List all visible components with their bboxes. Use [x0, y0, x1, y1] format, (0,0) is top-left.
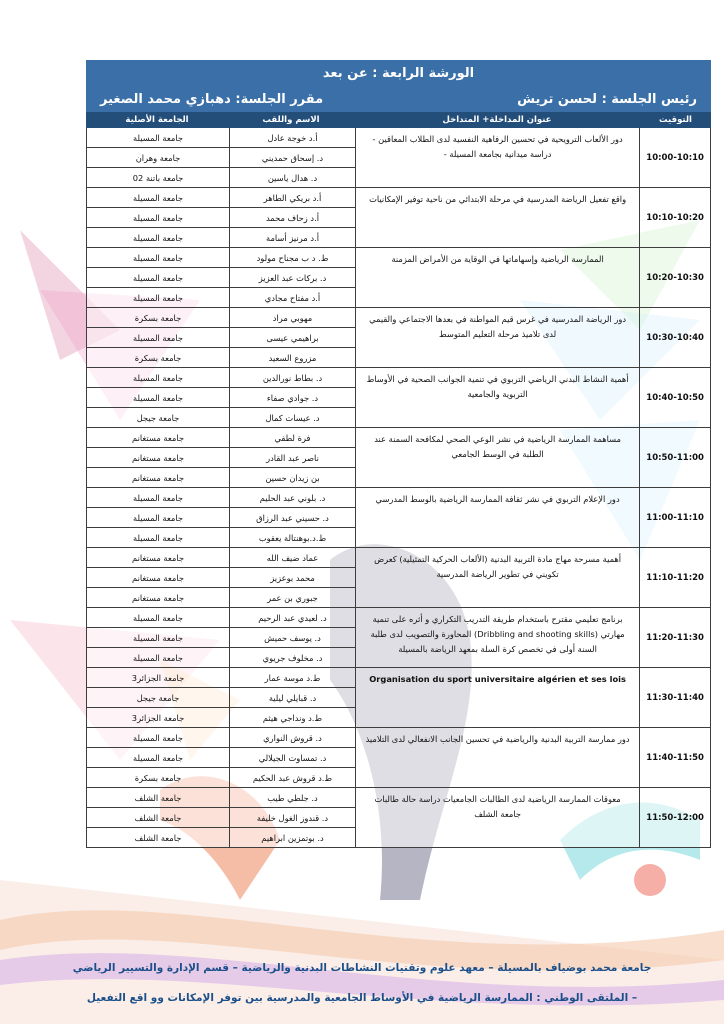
session-title: Organisation du sport universitaire algérien et ses lois — [355, 668, 639, 727]
speaker-name: ناصر عبد القادر — [229, 448, 355, 467]
schedule-row — [87, 428, 710, 488]
speaker-row — [87, 828, 355, 847]
speaker-university: جامعة مستغانم — [132, 552, 184, 563]
speaker-row — [87, 468, 355, 487]
speaker-name: فرة لطفي — [229, 428, 355, 447]
session-time: 11:40-11:50 — [639, 728, 710, 787]
session-title: مساهمة الممارسة الرياضية في نشر الوعي الصحي لمكافحة السمنة عند الطلبة في الوسط الجامعي — [355, 428, 639, 487]
speaker-row — [87, 228, 355, 247]
column-header-name: الاسم واللقب — [262, 115, 320, 125]
speaker-university: جامعة بسكرة — [134, 352, 182, 363]
schedule-row — [87, 548, 710, 608]
speaker-row — [87, 368, 355, 388]
speaker-name: ط.د ونداجي هيثم — [229, 708, 355, 727]
speaker-row — [87, 588, 355, 607]
speaker-name: د. بلوني عبد الحليم — [229, 488, 355, 507]
speaker-name: د. قروش النواري — [229, 728, 355, 747]
speaker-row — [87, 608, 355, 628]
speakers-list — [87, 668, 355, 727]
schedule-row — [87, 608, 710, 668]
speaker-name: مزروع السعيد — [229, 348, 355, 367]
speakers-list — [87, 728, 355, 787]
session-time: 10:50-11:00 — [639, 428, 710, 487]
program-sheet — [86, 60, 711, 848]
speaker-name: د. لعيدي عبد الرحيم — [229, 608, 355, 627]
speaker-row — [87, 808, 355, 828]
workshop-title: الورشة الرابعة : عن بعد — [322, 65, 475, 81]
speakers-list — [87, 308, 355, 367]
speaker-university: جامعة الجزائر3 — [131, 672, 185, 683]
speaker-university: جامعة المسيلة — [133, 372, 183, 383]
speaker-name: ط.د موسة عمار — [229, 668, 355, 687]
speaker-university: جامعة الجزائر3 — [131, 712, 185, 723]
speaker-university: جامعة المسيلة — [133, 392, 183, 403]
schedule-row — [87, 248, 710, 308]
speaker-university: جامعة المسيلة — [133, 652, 183, 663]
speaker-row — [87, 508, 355, 528]
speaker-row — [87, 528, 355, 547]
speaker-name: د. تمساوت الجيلالي — [229, 748, 355, 767]
speaker-name: بن زيدان حسين — [229, 468, 355, 487]
speaker-row — [87, 388, 355, 408]
schedule-row — [87, 788, 710, 848]
speaker-university: جامعة المسيلة — [133, 292, 183, 303]
speaker-row — [87, 248, 355, 268]
speaker-name: براهيمي عيسى — [229, 328, 355, 347]
session-chair: رئيس الجلسة : لحسن تريش — [517, 91, 697, 107]
speaker-row — [87, 668, 355, 688]
session-time: 11:30-11:40 — [639, 668, 710, 727]
speaker-name: د. عيسات كمال — [229, 408, 355, 427]
session-title: معوقات الممارسة الرياضية لدى الطالبات الجامعيات دراسة حالة طالبات جامعة الشلف — [355, 788, 639, 847]
schedule-row — [87, 308, 710, 368]
session-time: 10:20-10:30 — [639, 248, 710, 307]
schedule-row — [87, 188, 710, 248]
speaker-name: د. يوسف حميش — [229, 628, 355, 647]
session-time: 10:00-10:10 — [639, 128, 710, 187]
session-rapporteur: مقرر الجلسة: دهبازي محمد الصغير — [100, 91, 324, 107]
speaker-university: جامعة مستغانم — [132, 592, 184, 603]
speaker-university: جامعة جيجل — [136, 692, 180, 703]
speaker-row — [87, 428, 355, 448]
session-time: 10:30-10:40 — [639, 308, 710, 367]
session-time: 10:40-10:50 — [639, 368, 710, 427]
speaker-university: جامعة وهران — [135, 152, 181, 163]
speaker-row — [87, 128, 355, 148]
speaker-name: د. جلطي طيب — [229, 788, 355, 807]
speakers-list — [87, 128, 355, 187]
speaker-name: أ.د خوجة عادل — [229, 128, 355, 147]
schedule-row — [87, 488, 710, 548]
speaker-name: د. بطاط نورالدين — [229, 368, 355, 387]
speaker-row — [87, 688, 355, 708]
speaker-row — [87, 348, 355, 367]
session-time: 11:00-11:10 — [639, 488, 710, 547]
speaker-university: جامعة المسيلة — [133, 512, 183, 523]
session-title: الممارسة الرياضية وإسهاماتها في الوقاية من الأمراض المزمنة — [355, 248, 639, 307]
speaker-row — [87, 768, 355, 787]
session-title: أهمية النشاط البدني الرياضي التربوي في تنمية الجوانب الصحية في الأوساط التربوية والجامعية — [355, 368, 639, 427]
schedule-row — [87, 368, 710, 428]
session-time: 11:10-11:20 — [639, 548, 710, 607]
speaker-row — [87, 268, 355, 288]
speaker-university: جامعة مستغانم — [132, 572, 184, 583]
speaker-row — [87, 628, 355, 648]
speaker-university: جامعة مستغانم — [132, 472, 184, 483]
speakers-list — [87, 188, 355, 247]
speaker-row — [87, 648, 355, 667]
speaker-row — [87, 788, 355, 808]
speaker-row — [87, 188, 355, 208]
speaker-university: جامعة جيجل — [136, 412, 180, 423]
speaker-row — [87, 488, 355, 508]
footer-conference: – الملتقى الوطني : الممارسة الرياضية في الأوساط الجامعية والمدرسية بين توفر الإمكانات وو اقع التفعيل — [86, 992, 638, 1004]
speaker-university: جامعة الشلف — [134, 812, 182, 823]
speaker-row — [87, 328, 355, 348]
speaker-name: د. حسيني عبد الرزاق — [229, 508, 355, 527]
session-header — [86, 60, 711, 112]
column-header-title: عنوان المداخلة+ المتداخل — [442, 115, 552, 125]
session-title: دور الرياضة المدرسية في غرس قيم المواطنة في بعدها الاجتماعي والقيمي لدى تلاميذ مرحلة التعليم المتوسط — [355, 308, 639, 367]
speaker-name: د. إسحاق حمديني — [229, 148, 355, 167]
speakers-list — [87, 368, 355, 427]
speaker-name: د. بوتمزين ابراهيم — [229, 828, 355, 847]
speaker-university: جامعة المسيلة — [133, 272, 183, 283]
speaker-university: جامعة مستغانم — [132, 452, 184, 463]
schedule-row — [87, 668, 710, 728]
speaker-name: أ.د زحاف محمد — [229, 208, 355, 227]
session-title: أهمية مسرحة مهاج مادة التربية البدنية (الألعاب الحركية التمثيلية) كعرض تكويني في تطوير الرياضة المدرسية — [355, 548, 639, 607]
session-time: 11:50-12:00 — [639, 788, 710, 847]
speaker-university: جامعة باتنة 02 — [132, 172, 184, 183]
speaker-name: ط. د ب مجناح مولود — [229, 248, 355, 267]
speaker-name: أ.د مفتاح مجادي — [229, 288, 355, 307]
speaker-name: مهوبي مراد — [229, 308, 355, 327]
speakers-list — [87, 548, 355, 607]
schedule-table — [86, 128, 711, 848]
speaker-row — [87, 168, 355, 187]
schedule-row — [87, 728, 710, 788]
speakers-list — [87, 248, 355, 307]
speaker-row — [87, 208, 355, 228]
speaker-name: د. هدال ياسين — [229, 168, 355, 187]
column-header-university: الجامعة الأصلية — [125, 115, 189, 125]
speaker-row — [87, 148, 355, 168]
speaker-name: أ.د مرنيز أسامة — [229, 228, 355, 247]
session-time: 11:20-11:30 — [639, 608, 710, 667]
session-officers — [86, 86, 711, 112]
speakers-list — [87, 488, 355, 547]
speaker-row — [87, 728, 355, 748]
speaker-name: محمد بوعزيز — [229, 568, 355, 587]
speaker-university: جامعة المسيلة — [133, 732, 183, 743]
speaker-name: ط.د قروش عبد الحكيم — [229, 768, 355, 787]
speaker-name: عماد ضيف الله — [229, 548, 355, 567]
speaker-name: أ.د بريكي الطاهر — [229, 188, 355, 207]
speaker-row — [87, 308, 355, 328]
speaker-name: د. قبايلي ليلية — [229, 688, 355, 707]
speaker-university: جامعة بسكرة — [134, 772, 182, 783]
speaker-university: جامعة المسيلة — [133, 752, 183, 763]
speaker-name: د. قندوز الغول خليفة — [229, 808, 355, 827]
table-header — [86, 112, 711, 128]
session-title: دور ممارسة التربية البدنية والرياضية في تحسين الجانب الانفعالي لدى التلاميذ — [355, 728, 639, 787]
speaker-university: جامعة المسيلة — [133, 132, 183, 143]
speaker-university: جامعة مستغانم — [132, 432, 184, 443]
speaker-university: جامعة المسيلة — [133, 212, 183, 223]
speakers-list — [87, 428, 355, 487]
speaker-name: د. مخلوف جريوي — [229, 648, 355, 667]
speaker-university: جامعة المسيلة — [133, 332, 183, 343]
speaker-name: ط.د.بوهنتالة يعقوب — [229, 528, 355, 547]
speaker-row — [87, 548, 355, 568]
speaker-row — [87, 288, 355, 307]
schedule-row — [87, 128, 710, 188]
speaker-row — [87, 448, 355, 468]
speaker-name: د. جوادي صفاء — [229, 388, 355, 407]
speaker-row — [87, 748, 355, 768]
speaker-university: جامعة المسيلة — [133, 232, 183, 243]
speaker-university: جامعة المسيلة — [133, 252, 183, 263]
speaker-university: جامعة المسيلة — [133, 192, 183, 203]
speaker-university: جامعة الشلف — [134, 832, 182, 843]
speaker-name: جبوري بن عمر — [229, 588, 355, 607]
speaker-row — [87, 568, 355, 588]
speaker-university: جامعة الشلف — [134, 792, 182, 803]
session-time: 10:10-10:20 — [639, 188, 710, 247]
speakers-list — [87, 608, 355, 667]
session-title: دور الألعاب الترويحية في تحسين الرفاهية النفسية لدى الطلاب المعاقين - دراسة ميدانية بجامعة المسيلة - — [355, 128, 639, 187]
speaker-name: د. بركات عبد العزيز — [229, 268, 355, 287]
speaker-university: جامعة المسيلة — [133, 532, 183, 543]
speaker-university: جامعة بسكرة — [134, 312, 182, 323]
speaker-university: جامعة المسيلة — [133, 492, 183, 503]
speaker-row — [87, 408, 355, 427]
session-title: واقع تفعيل الرياضة المدرسية في مرحلة الابتدائي من ناحية توفير الإمكانيات — [355, 188, 639, 247]
speaker-university: جامعة المسيلة — [133, 612, 183, 623]
session-title: برنامج تعليمي مقترح باستخدام طريقة التدريب التكراري و أثره على تنمية مهارتي (Dribbling and shooting skills) المحاورة والتصويب لدى طلبة السنة أولى في تخصص كرة السلة بمعهد الرياضة بالمسيلة — [355, 608, 639, 667]
speaker-row — [87, 708, 355, 727]
speaker-university: جامعة المسيلة — [133, 632, 183, 643]
speakers-list — [87, 788, 355, 847]
column-header-time: التوقيت — [659, 115, 692, 125]
session-title: دور الإعلام التربوي في نشر ثقافة الممارسة الرياضية بالوسط المدرسي — [355, 488, 639, 547]
footer-institution: جامعة محمد بوضياف بالمسيلة – معهد علوم وتقنيات النشاطات البدنية والرياضية – قسم الإدارة والتسيير الرياضي — [72, 962, 652, 974]
